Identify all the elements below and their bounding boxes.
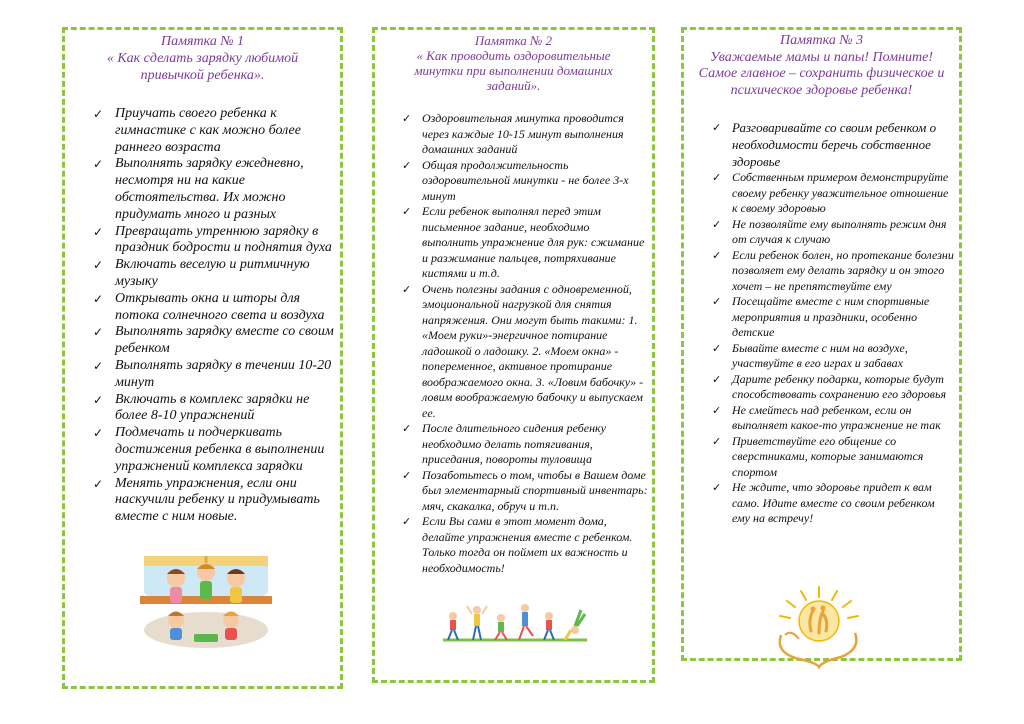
list-item: ✓ Выполнять зарядку ежедневно, несмотря ни на какие обстоятельства. Их можно придумать много и разных	[115, 156, 334, 223]
kids-gymnastics-row-image	[439, 600, 591, 650]
memo-3-list	[732, 119, 955, 527]
memo-3-title-line: Уважаемые мамы и папы! Помните!	[709, 49, 933, 65]
memo-2-list	[422, 111, 648, 576]
memo-1-title-line: Памятка № 1	[160, 34, 245, 49]
children-exercising-image	[136, 550, 276, 654]
memo-3-title-line: психическое здоровье ребенка!	[730, 82, 913, 98]
memo-3-title	[684, 30, 959, 99]
list-item: ✓ Если Вы сами в этот момент дома, делайте упражнения вместе с ребенком. Только тогда он поймет их важность и необходимость!	[422, 514, 648, 576]
list-item: ✓ Менять упражнения, если они наскучили ребенку и придумывать вместе с ним новые.	[115, 476, 334, 526]
memo-2-title-line: « Как проводить оздоровительные	[416, 48, 611, 63]
list-item: ✓ Если ребенок болен, но протекание болезни позволяет ему делать зарядку и он этого хочет – не препятствуйте ему	[732, 248, 955, 295]
memo-1-list	[115, 106, 334, 526]
list-item: ✓ Не смейтесь над ребенком, если он выполняет какое-то упражнение не так	[732, 403, 955, 434]
memo-2-title-line: минутки при выполнении домашних	[414, 63, 613, 78]
list-item: ✓ Не позволяйте ему выполнять режим дня от случая к случаю	[732, 217, 955, 248]
memo-2-panel	[372, 27, 655, 683]
list-item: ✓ Дарите ребенку подарки, которые будут способствовать сохранению его здоровья	[732, 372, 955, 403]
list-item: ✓ Включать веселую и ритмичную музыку	[115, 257, 334, 291]
list-item: ✓ Если ребенок выполнял перед этим письменное задание, необходимо выполнить упражнение для рук: сжимание и разжимание пальцев, потряхивание кистями и т.д.	[422, 204, 648, 282]
list-item: ✓ Включать в комплекс зарядки не более 8-10 упражнений	[115, 392, 334, 426]
memo-1-panel	[62, 27, 343, 689]
list-item: ✓ Бывайте вместе с ним на воздухе, участвуйте в его играх и забавах	[732, 341, 955, 372]
memo-2-title-line: Памятка № 2	[474, 33, 553, 48]
memo-3-panel	[681, 27, 962, 661]
list-item: ✓ Разговаривайте со своим ребенком о необходимости беречь собственное здоровье	[732, 119, 955, 170]
list-item: ✓ Собственным примером демонстрируйте своему ребенку уважительное отношение к своему здоровью	[732, 170, 955, 217]
memo-3-title-line: Памятка № 3	[779, 33, 864, 48]
memo-1-title-line: « Как сделать зарядку любимой	[106, 51, 299, 66]
list-item: ✓ Выполнять зарядку вместе со своим ребенком	[115, 324, 334, 358]
list-item: ✓ Приветствуйте его общение со сверстниками, которые занимаются спортом	[732, 434, 955, 481]
memo-1-title-line: привычкой ребенка».	[140, 68, 265, 83]
memo-3-title-line: Самое главное – сохранить физическое и	[698, 66, 945, 81]
list-item: ✓ Открывать окна и шторы для потока солнечного света и воздуха	[115, 291, 334, 325]
memo-1-title	[65, 30, 340, 84]
list-item: ✓ После длительного сидения ребенку необходимо делать потягивания, приседания, повороты туловища	[422, 421, 648, 468]
list-item: ✓ Посещайте вместе с ним спортивные мероприятия и праздники, особенно детские	[732, 294, 955, 341]
list-item: ✓ Приучать своего ребенка к гимнастике с как можно более раннего возраста	[115, 106, 334, 156]
memo-2-title-line: заданий».	[486, 78, 541, 93]
list-item: ✓ Оздоровительная минутка проводится через каждые 10-15 минут выполнения домашних заданий	[422, 111, 648, 158]
sun-heart-family-logo	[771, 583, 867, 669]
list-item: ✓ Не ждите, что здоровье придет к вам само. Идите вместе со своим ребенком ему на встречу!	[732, 480, 955, 527]
memo-2-title	[375, 30, 652, 93]
list-item: ✓ Очень полезны задания с одновременной, эмоциональной нагрузкой для снятия напряжения. Они могут быть такими: 1. «Моем руки»-энергичное потирание ладошкой о ладошку. 2. «Моем окна» - попеременное, активное протирание воображаемого окна. 3. «Ловим бабочку» - ловим воображаемую бабочку и выпускаем ее.	[422, 282, 648, 422]
list-item: ✓ Позаботьтесь о том, чтобы в Вашем доме был элементарный спортивный инвентарь: мяч, скакалка, обруч и т.п.	[422, 468, 648, 515]
list-item: ✓ Общая продолжительность оздоровительной минутки - не более 3-х минут	[422, 158, 648, 205]
list-item: ✓ Выполнять зарядку в течении 10-20 минут	[115, 358, 334, 392]
list-item: ✓ Подмечать и подчеркивать достижения ребенка в выполнении упражнений комплекса зарядки	[115, 425, 334, 475]
list-item: ✓ Превращать утреннюю зарядку в праздник бодрости и поднятия духа	[115, 224, 334, 258]
